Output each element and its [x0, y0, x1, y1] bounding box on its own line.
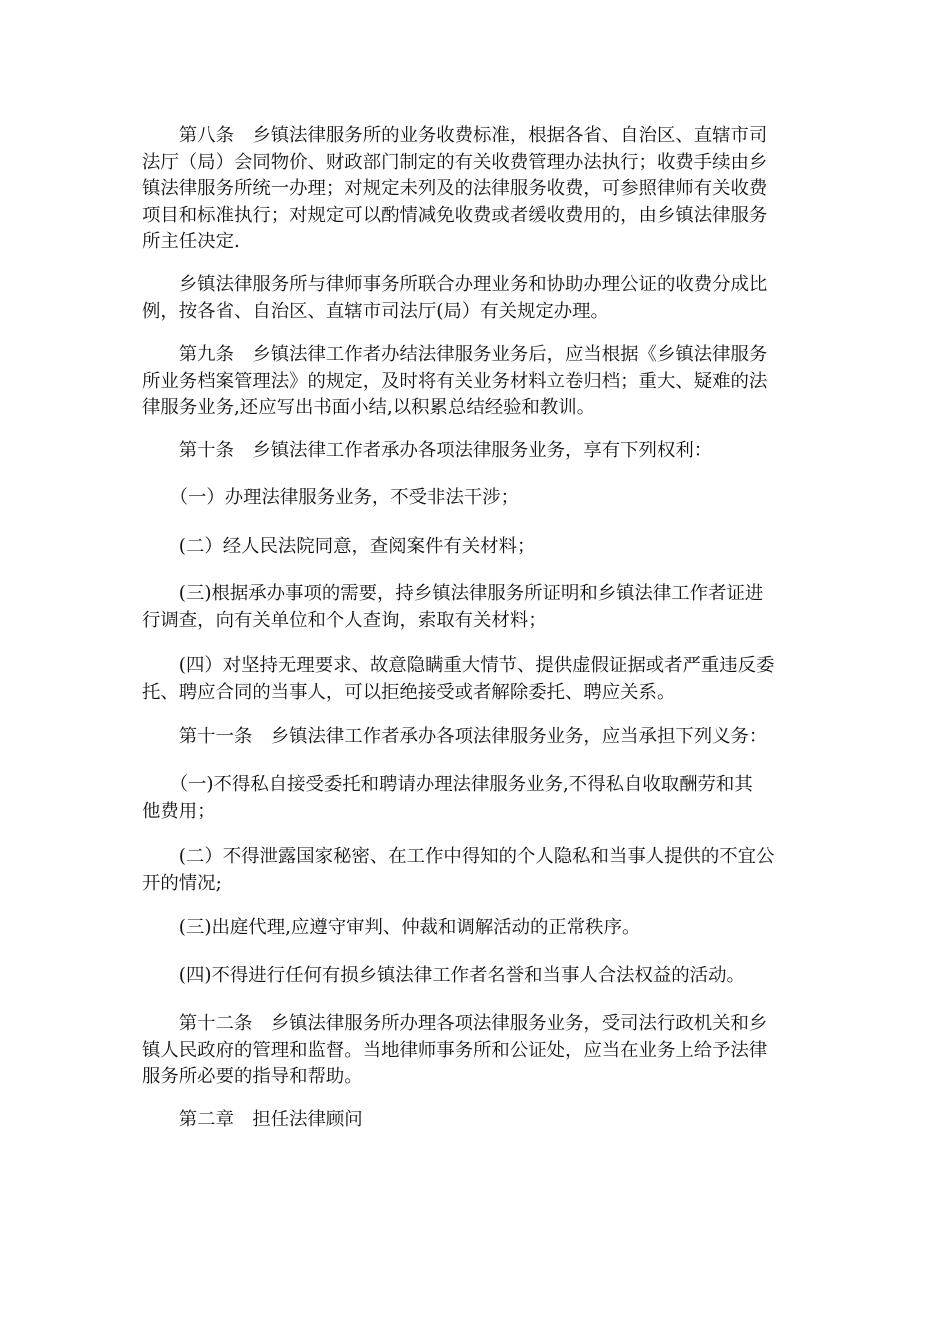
- text-line: 例，按各省、自治区、直辖市司法厅(局）有关规定办理。: [142, 300, 609, 322]
- article-11-item-3: [142, 915, 810, 942]
- text-line: (四）对坚持无理要求、故意隐瞒重大情节、提供虚假证据或者严重违反委: [142, 655, 775, 676]
- article-8-paragraph: [142, 123, 810, 256]
- text-line: 第十条 乡镇法律工作者承办各项法律服务业务，享有下列权利：: [142, 440, 713, 461]
- text-line: （一）办理法律服务业务，不受非法干涉；: [142, 487, 520, 508]
- text-line: 第八条 乡镇法律服务所的业务收费标准，根据各省、自治区、直辖市司: [142, 125, 768, 146]
- text-line: 他费用；: [142, 800, 216, 822]
- text-line: 第二章 担任法律顾问: [142, 1109, 363, 1130]
- text-line: 托、聘应合同的当事人，可以拒绝接受或者解除委托、聘应关系。: [142, 681, 676, 703]
- text-line: 第九条 乡镇法律工作者办结法律服务业务后，应当根据《乡镇法律服务: [142, 344, 768, 365]
- article-11-item-4: [142, 963, 810, 990]
- text-line: 第十二条 乡镇法律服务所办理各项法律服务业务，受司法行政机关和乡: [142, 1013, 768, 1034]
- text-line: 行调查，向有关单位和个人查询，索取有关材料；: [142, 609, 547, 631]
- article-10-item-2: [142, 534, 810, 561]
- text-line: (四)不得进行任何有损乡镇法律工作者名誉和当事人合法权益的活动。: [142, 965, 745, 986]
- article-9-paragraph: [142, 342, 810, 422]
- article-10-item-4: [142, 653, 810, 706]
- text-line: (三)出庭代理,应遵守审判、仲裁和调解活动的正常秩序。: [142, 917, 641, 938]
- text-line: 开的情况;: [142, 872, 222, 894]
- text-line: 法厅（局）会同物价、财政部门制定的有关收费管理办法执行；收费手续由乡: [142, 151, 768, 173]
- article-10-paragraph: [142, 438, 810, 465]
- text-line: (三)根据承办事项的需要，持乡镇法律服务所证明和乡镇法律工作者证进: [142, 583, 764, 604]
- text-line: 服务所必要的指导和帮助。: [142, 1066, 363, 1087]
- fee-split-paragraph: [142, 272, 810, 325]
- article-11-item-2: [142, 844, 810, 897]
- chapter-heading: [142, 1107, 810, 1134]
- text-line: 项目和标准执行；对规定可以酌情减免收费或者缓收费用的，由乡镇法律服务: [142, 204, 768, 226]
- text-line: 镇法律服务所统一办理；对规定未列及的法律服务收费，可参照律师有关收费: [142, 178, 768, 199]
- article-11-item-1: [142, 772, 810, 825]
- article-12-paragraph: [142, 1011, 810, 1091]
- article-10-item-3: [142, 581, 810, 634]
- text-line: 镇人民政府的管理和监督。当地律师事务所和公证处，应当在业务上给予法律: [142, 1039, 768, 1061]
- text-line: （一)不得私自接受委托和聘请办理法律服务业务,不得私自收取酬劳和其: [142, 774, 753, 795]
- article-10-item-1: [142, 485, 810, 512]
- article-11-paragraph: [142, 724, 810, 751]
- text-line: (二）经人民法院同意，查阅案件有关材料；: [142, 536, 536, 557]
- text-line: 所主任决定.: [142, 231, 240, 252]
- text-line: 所业务档案管理法》的规定，及时将有关业务材料立卷归档；重大、疑难的法: [142, 370, 768, 392]
- text-line: 乡镇法律服务所与律师事务所联合办理业务和协助办理公证的收费分成比: [142, 274, 768, 295]
- text-line: (二）不得泄露国家秘密、在工作中得知的个人隐私和当事人提供的不宜公: [142, 846, 775, 867]
- text-line: 律服务业务,还应写出书面小结,以积累总结经验和教训。: [142, 397, 596, 418]
- text-line: 第十一条 乡镇法律工作者承办各项法律服务业务，应当承担下列义务：: [142, 726, 768, 747]
